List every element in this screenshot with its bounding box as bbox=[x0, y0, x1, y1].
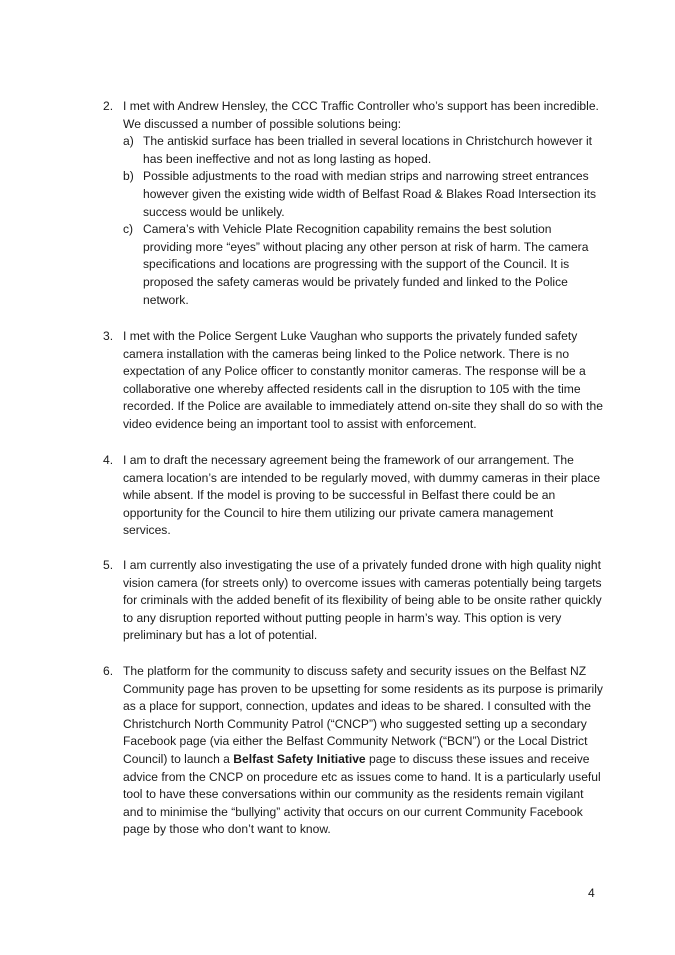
sub-text: Possible adjustments to the road with median strips and narrowing street entrances however given the existing wide width of Belfast Road & Blakes Road Intersection its success would be unlikely. bbox=[143, 169, 597, 219]
list-item-5 bbox=[103, 557, 603, 645]
sub-letter: c) bbox=[123, 222, 134, 237]
sub-item-c bbox=[123, 221, 603, 309]
list-number: 4. bbox=[103, 453, 114, 467]
list-text bbox=[123, 663, 603, 839]
list-text: I met with the Police Sergent Luke Vaughan who supports the privately funded safety camera installation with the cameras being linked to the Police network. There is no expectation of any Police officer to constantly monitor cameras. The response will be a collaborative one whereby affected residents call in the disruption to 105 with the time recorded. If the Police are available to immediately attend on-site they shall do so with the video evidence being an important tool to assist with enforcement. bbox=[123, 329, 603, 431]
list-text: I met with Andrew Hensley, the CCC Traffic Controller who’s support has been incredible. We discussed a number of possible solutions being: bbox=[123, 99, 599, 131]
text-before: The platform for the community to discuss safety and security issues on the Belfast NZ Community page has proven to be upsetting for some residents as its purpose is primarily as a place for support, connection, updates and ideas to be shared. I consulted with the Christchurch North Community Patrol (“CNCP”) who suggested setting up a secondary Facebook page (via either the Belfast Community Network (“BCN”) or the Local District Council) to launch a bbox=[123, 664, 603, 766]
list-item-4 bbox=[103, 452, 603, 540]
sub-letter: a) bbox=[123, 134, 134, 149]
list-number: 5. bbox=[103, 558, 114, 572]
list-number: 6. bbox=[103, 664, 114, 678]
text-after: page to discuss these issues and receive advice from the CNCP on procedure etc as issues come to hand. It is a particularly useful tool to have these conversations within our community as the residents remain vigilant and to minimise the “bullying” activity that occurs on our current Community Facebook page by those who don’t want to know. bbox=[123, 751, 601, 837]
list-number: 2. bbox=[103, 99, 114, 113]
list-text: I am to draft the necessary agreement being the framework of our arrangement. The camera location’s are intended to be regularly moved, with dummy cameras in their place while absent. If the model is proving to be successful in Belfast there could be an opportunity for the Council to hire them utilizing our private camera management services. bbox=[123, 453, 601, 538]
sub-letter: b) bbox=[123, 169, 134, 184]
list-number: 3. bbox=[103, 329, 114, 343]
list-text: I am currently also investigating the use of a privately funded drone with high quality night vision camera (for streets only) to overcome issues with cameras potentially being targets for criminals with the added benefit of its flexibility of being able to be onsite rather quickly to any disruption reported without putting people in harm’s way. This option is very preliminary but has a lot of potential. bbox=[123, 558, 602, 643]
sub-item-b bbox=[123, 168, 603, 221]
bold-initiative-name: Belfast Safety Initiative bbox=[233, 751, 366, 766]
list-item-6 bbox=[103, 663, 603, 839]
list-item-2 bbox=[103, 98, 603, 309]
sub-text: Camera’s with Vehicle Plate Recognition capability remains the best solution providing more “eyes” without placing any other person at risk of harm. The camera specifications and locations are progressing with the support of the Council. It is proposed the safety cameras would be privately funded and linked to the Police network. bbox=[143, 222, 589, 307]
sub-text: The antiskid surface has been trialled in several locations in Christchurch however it has been ineffective and not as long lasting as hoped. bbox=[143, 134, 593, 166]
sub-item-a bbox=[123, 133, 603, 168]
page-number: 4 bbox=[588, 886, 595, 900]
list-item-3 bbox=[103, 328, 603, 434]
